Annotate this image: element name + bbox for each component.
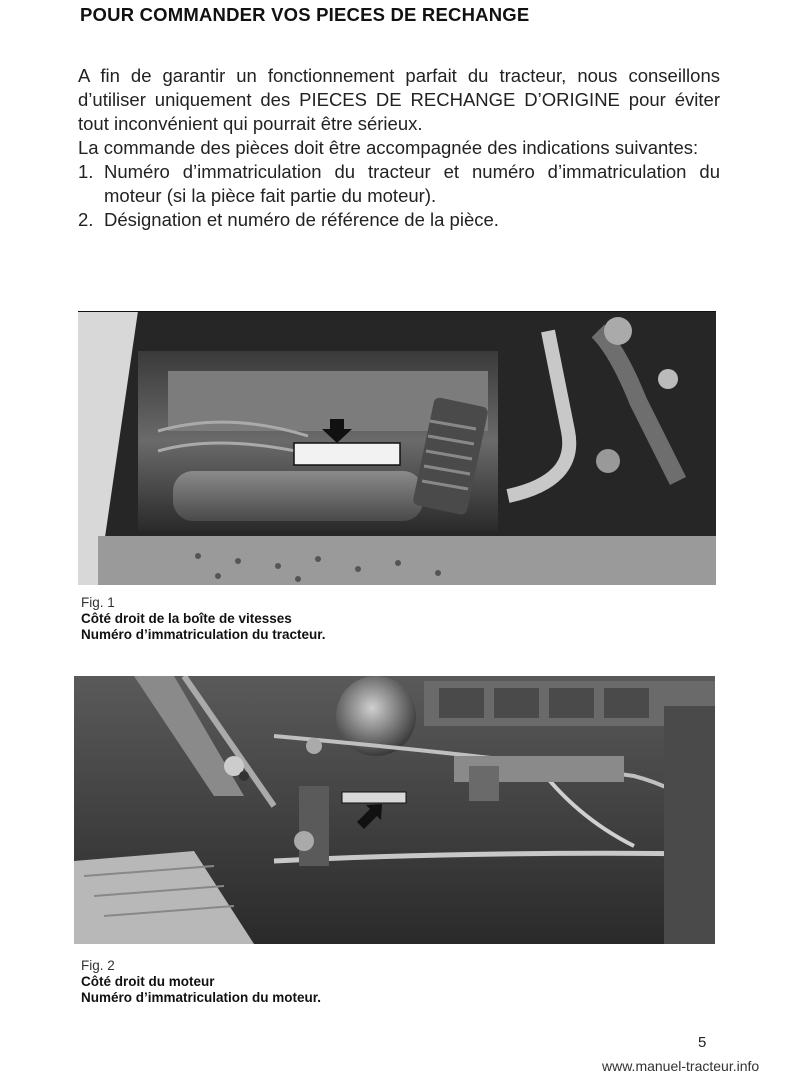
figure-2-label: Fig. 2	[81, 958, 115, 973]
website-watermark: www.manuel-tracteur.info	[602, 1058, 760, 1074]
engine-photo	[74, 676, 715, 944]
gearbox-photo	[78, 311, 716, 585]
figure-1-subtitle: Numéro d’immatriculation du tracteur.	[81, 627, 326, 642]
figure-2-title: Côté droit du moteur	[81, 974, 215, 989]
figure-1-label: Fig. 1	[81, 595, 115, 610]
figure-2-subtitle: Numéro d’immatriculation du moteur.	[81, 990, 322, 1005]
list-item-text: Numéro d’immatriculation du tracteur et numéro d’immatriculation du moteur (si la pièce fait partie du moteur).	[104, 161, 720, 206]
list-item-number: 2.	[78, 209, 94, 230]
intro-text	[78, 64, 720, 232]
page-title: POUR COMMANDER VOS PIECES DE RECHANGE	[80, 4, 530, 25]
page-number: 5	[698, 1034, 707, 1051]
list-item-text: Désignation et numéro de référence de la pièce.	[104, 209, 499, 230]
list-item-number: 1.	[78, 161, 94, 182]
list-item	[78, 208, 720, 232]
figure-2-caption	[81, 958, 321, 1006]
intro-paragraph-1: A fin de garantir un fonctionnement parfait du tracteur, nous conseillons d’utiliser uniquement des PIECES DE RECHANGE D’ORIGINE pour éviter tout inconvénient qui pourrait être sérieux.	[78, 65, 720, 134]
intro-paragraph-2: La commande des pièces doit être accompagnée des indications suivantes:	[78, 137, 699, 158]
requirements-list	[78, 160, 720, 232]
list-item	[78, 160, 720, 208]
figure-1-title: Côté droit de la boîte de vitesses	[81, 611, 292, 626]
figure-1-caption	[81, 595, 326, 643]
